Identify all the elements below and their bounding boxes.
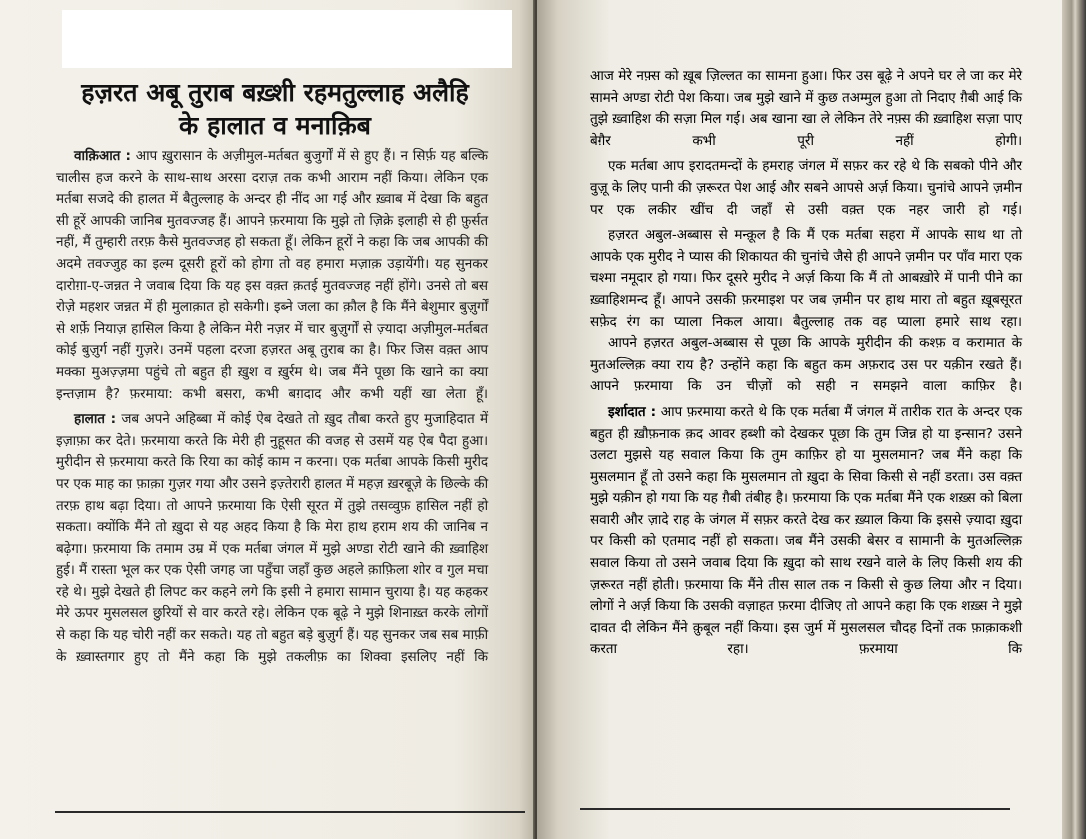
left-page (0, 0, 535, 839)
label-waqiaat: वाक़िआत : (74, 148, 131, 164)
paragraph-halaat-body: जब अपने अहिब्बा में कोई ऐब देखते तो ख़ुद तौबा करते हुए मुजाहिदात में इज़ाफ़ा कर देते। फ़रमाया करते कि मेरी ही नुहूसत की वजह से उसमें यह ऐब पैदा हुआ। मुरीदीन से फ़रमाया करते कि रिया का कोई काम न करना। एक मर्तबा आपके किसी मुरीद पर एक माह का फ़ाक़ा गुज़र गया और उसने इज़्तेरारी हालत में महज़ ख़रबूज़े के छिल्के की तरफ़ हाथ बढ़ा दिया। तो आपने फ़रमाया कि ऐसी सूरत में तुझे तसव्वुफ़ हासिल नहीं हो सकता। क्योंकि मैंने तो ख़ुदा से यह अहद किया है कि मेरा हाथ हराम शय की जानिब न बढ़ेगा। फ़रमाया कि तमाम उम्र में एक मर्तबा जंगल में मुझे अण्डा रोटी खाने की ख़्वाहिश हुई। मैं रास्ता भूल कर एक ऐसी जगह जा पहुँचा जहाँ कुछ अहले क़ाफ़िला शोर व गुल मचा रहे थे। मुझे देखते ही लिपट कर कहने लगे कि इसी ने हमारा सामान चुराया है। यह कहकर मेरे ऊपर मुसलसल छुरियों से वार करते रहे। लेकिन एक बूढ़े ने मुझे शिनाख़्त करके लोगों से कहा कि यह चोरी नहीं कर सकते। यह तो बहुत बड़े बुज़ुर्ग हैं। यह सुनकर जब सब माफ़ी के ख़्वास्तगार हुए तो मैंने कहा कि मुझे तकलीफ़ का शिक्वा इसलिए नहीं कि (56, 411, 489, 665)
label-irshadaat: इर्शादात : (608, 403, 656, 420)
right-page-bottom-rule (580, 808, 1010, 810)
paragraph-continued: आज मेरे नफ़्स को ख़ूब ज़िल्लत का सामना हुआ। फिर उस बूढ़े ने अपने घर ले जा कर मेरे सामने अण्डा रोटी पेश किया। जब मुझे खाने में कुछ तअम्मुल हुआ तो निदाए ग़ैबी आई कि तुझे ख़्वाहिश की सज़ा मिल गई। अब खाना खा ले लेकिन तेरे नफ़्स की ख़्वाहिश सज़ा पाए बेग़ैर कभी पूरी नहीं होगी। (590, 68, 1022, 149)
paragraph-karamat: आपने हज़रत अबुल-अब्बास से पूछा कि आपके मुरीदीन की कश्फ़ व करामात के मुतअल्लिक़ क्या राय है? उन्होंने कहा कि बहुत कम अफ़राद उस पर यक़ीन रखते हैं। आपने फ़रमाया कि उन चीज़ों को सही न समझने वाला काफ़िर है। (590, 335, 1022, 395)
chapter-title-line2: के हालात व मनाक़िब (179, 111, 371, 140)
right-page-text (590, 66, 1022, 661)
left-page-text (56, 146, 488, 668)
paragraph-abul-abbas: हज़रत अबुल-अब्बास से मन्क़ूल है कि मैं एक मर्तबा सहरा में आपके साथ था तो आपके एक मुरीद ने प्यास की शिकायत की चुनांचे जैसे ही आपने ज़मीन पर पाँव मारा एक चश्मा नमूदार हो गया। फिर दूसरे मुरीद ने अर्ज़ किया कि मैं तो आबख़ोरे में पानी पीने का ख़्वाहिशमन्द हूँ। आपने उसकी फ़रमाइश पर जब ज़मीन पर हाथ मारा तो बहुत ख़ूबसूरत सफ़ेद रंग का प्याला निकल आया। बैतुल्लाह तक वह प्याला हमारे साथ रहा। (590, 227, 1022, 330)
chapter-title-line1: हज़रत अबू तुराब बख़्शी रहमतुल्लाह अलैहि (81, 78, 469, 107)
paragraph-irshadaat-body: आप फ़रमाया करते थे कि एक मर्तबा मैं जंगल में तारीक रात के अन्दर एक बहुत ही ख़ौफ़नाक क़द आवर हब्शी को देखकर पूछा कि तुम जिन्न हो या इन्सान? उसने उलटा मुझसे यह सवाल किया कि तुम काफ़िर हो या मुसलमान? जब मैंने कहा कि मुसलमान हूँ तो उसने कहा कि मुसलमान तो ख़ुदा के सिवा किसी से नहीं डरता। उस वक़्त मुझे यक़ीन हो गया कि यह ग़ैबी तंबीह है। फ़रमाया कि एक मर्तबा मैंने एक शख़्स को बिला सवारी और ज़ादे राह के जंगल में सफ़र करते देख कर ख़्याल किया कि इससे ज़्यादा ख़ुदा पर किसी को एतमाद नहीं हो सकता। जब मैंने उसकी बेसर व सामानी के मुतअल्लिक़ सवाल किया तो उसने जवाब दिया कि ख़ुदा को साथ रखने वाले के लिए किसी शय की ज़रूरत नहीं होती। फ़रमाया कि मैंने तीस साल तक न किसी से कुछ लिया और न दिया। लोगों ने अर्ज़ किया कि उसकी वज़ाहत फ़रमा दीजिए तो आपने कहा कि एक शख़्स ने मुझे दावत दी लेकिन मैंने क़ुबूल नहीं किया। इस जुर्म में मुसलसल चौदह दिनों तक फ़ाक़ाकशी करता रहा। फ़रमाया कि (590, 403, 1022, 658)
paragraph-halaat (56, 409, 488, 668)
paragraph-irshadaat (590, 402, 1022, 661)
paragraph-nahar: एक मर्तबा आप इरादतमन्दों के हमराह जंगल में सफ़र कर रहे थे कि सबको पीने और वुज़ू के लिए पानी की ज़रूरत पेश आई और सबने आपसे अर्ज़ किया। चुनांचे आपने ज़मीन पर एक लकीर खींच दी जहाँ से उसी वक़्त एक नहर जारी हो गई। (590, 158, 1022, 218)
page-edges (1062, 0, 1086, 839)
paragraph-waqiaat (56, 146, 488, 405)
label-halaat: हालात : (74, 411, 117, 428)
paragraph-waqiaat-body: आप ख़ुरासान के अज़ीमुल-मर्तबत बुजुर्गों में से हुए हैं। न सिर्फ़ यह बल्कि चालीस हज करने के साथ-साथ अरसा दराज़ तक कभी आराम नहीं किया। लेकिन एक मर्तबा सजदे की हालत में बैतुल्लाह के अन्दर ही नींद आ गई और ख़्वाब में देखा कि बहुत सी हूरें आपकी जानिब मुतवज्जह हैं। आपने फ़रमाया कि मुझे तो ज़िक्रे इलाही से ही फ़ुर्सत नहीं, मैं तुम्हारी तरफ़ कैसे मुतवज्जह हो सकता हूँ। लेकिन हूरों ने कहा कि जब आपकी की अदमे तवज्जुह का इल्म दूसरी हूरों को होगा तो वह हमारा मज़ाक़ उड़ायेंगी। यह सुनकर दारोग़ा-ए-जन्नत ने जवाब दिया कि यह इस वक़्त क़तई मुतवज्जह नहीं होंगे। उनसे तो बस रोज़े महशर जन्नत में ही मुलाक़ात हो सकेगी। इब्ने जला का क़ौल है कि मैंने बेशुमार बुज़ुर्गों से शर्फ़े नियाज़ हासिल किया है लेकिन मेरी नज़र में चार बुज़ुर्गों से ज़्यादा अज़ीमुल-मर्तबत कोई बुज़ुर्ग नहीं गुज़रे। उनमें पहला दरजा हज़रत अबू तुराब का है। फिर जिस वक़्त आप मक्का मुअज़्ज़मा पहुंचे तो बहुत ही ख़ुश व ख़ुर्रम थे। जब मैंने पूछा कि खाने का क्या इन्तज़ाम है? फ़रमाया: कभी बसरा, कभी बग़दाद और कभी यहीं खा लेता हूँ। (56, 148, 489, 402)
left-page-bottom-rule (55, 811, 525, 813)
chapter-title (40, 76, 510, 142)
redacted-header-box (62, 10, 512, 68)
